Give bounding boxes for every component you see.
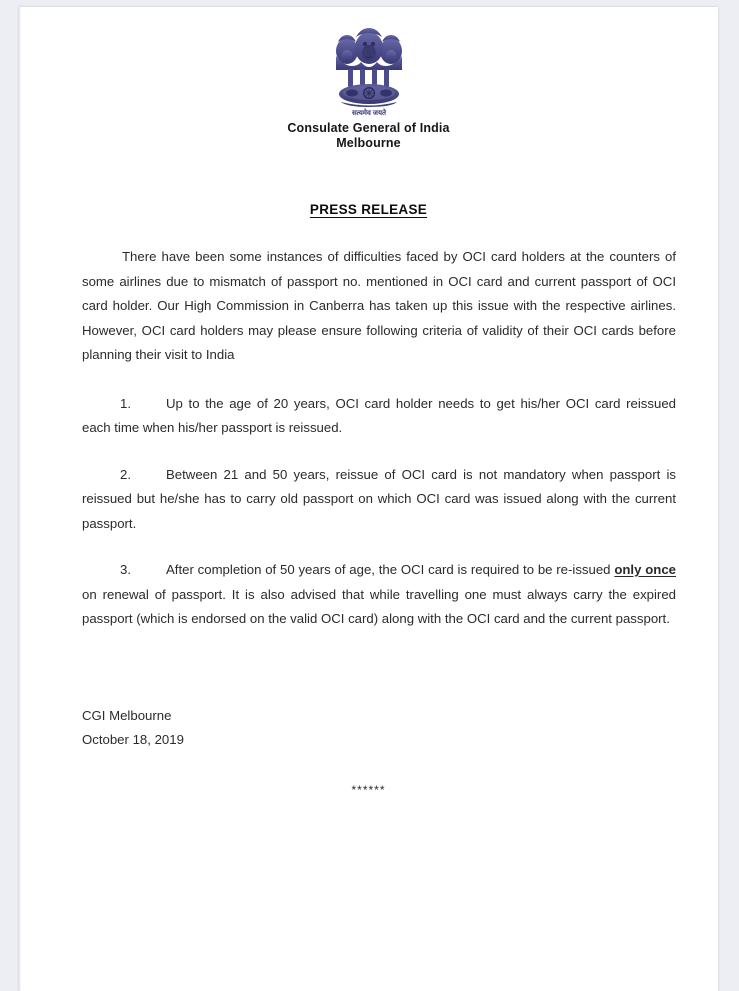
item-1-number: 1.	[120, 395, 131, 411]
document-body	[82, 219, 676, 632]
document-page	[19, 7, 718, 991]
numbered-item-3	[82, 558, 676, 632]
emblem-motto: सत्यमेव जयते	[351, 110, 386, 117]
footer-mark: ******	[351, 782, 386, 797]
letterhead-city: Melbourne	[336, 136, 401, 150]
page-title: PRESS RELEASE	[309, 202, 428, 217]
letterhead-organization: Consulate General of India	[287, 121, 450, 135]
item-2-number: 2.	[120, 466, 131, 482]
item-3-text-after: on renewal of passport. It is also advised that while travelling one must always carry the expired passport (which is endorsed on the valid OCI card) along with the OCI card and the current passport.	[82, 586, 676, 626]
signature-date: October 18, 2019	[82, 732, 184, 747]
intro-paragraph: There have been some instances of difficulties faced by OCI card holders at the counters of some airlines due to mismatch of passport no. mentioned in OCI card and current passport of OCI card holder. Our High Commission in Canberra has taken up this issue with the respective airlines. However, OCI card holders may please ensure following criteria of validity of their OCI cards before planning their visit to India	[82, 249, 676, 362]
item-3-number: 3.	[120, 562, 131, 577]
numbered-item-1	[82, 392, 676, 441]
signature-block	[82, 654, 676, 753]
state-emblem-of-india-icon	[332, 26, 406, 118]
document-title-wrap	[19, 201, 718, 219]
numbered-item-2	[82, 463, 676, 537]
signature-issuer: CGI Melbourne	[82, 707, 172, 723]
item-1-text: Up to the age of 20 years, OCI card holder needs to get his/her OCI card reissued each time when his/her passport is reissued.	[82, 395, 676, 435]
item-3-text-before: After completion of 50 years of age, the OCI card is required to be re-issued	[166, 562, 615, 577]
letterhead	[19, 121, 718, 151]
emblem-block	[19, 26, 718, 118]
item-3-emphasis: only once	[614, 562, 676, 577]
item-2-text: Between 21 and 50 years, reissue of OCI card is not mandatory when passport is reissued but he/she has to carry old passport on which OCI card was issued along with the current passport.	[82, 466, 676, 531]
